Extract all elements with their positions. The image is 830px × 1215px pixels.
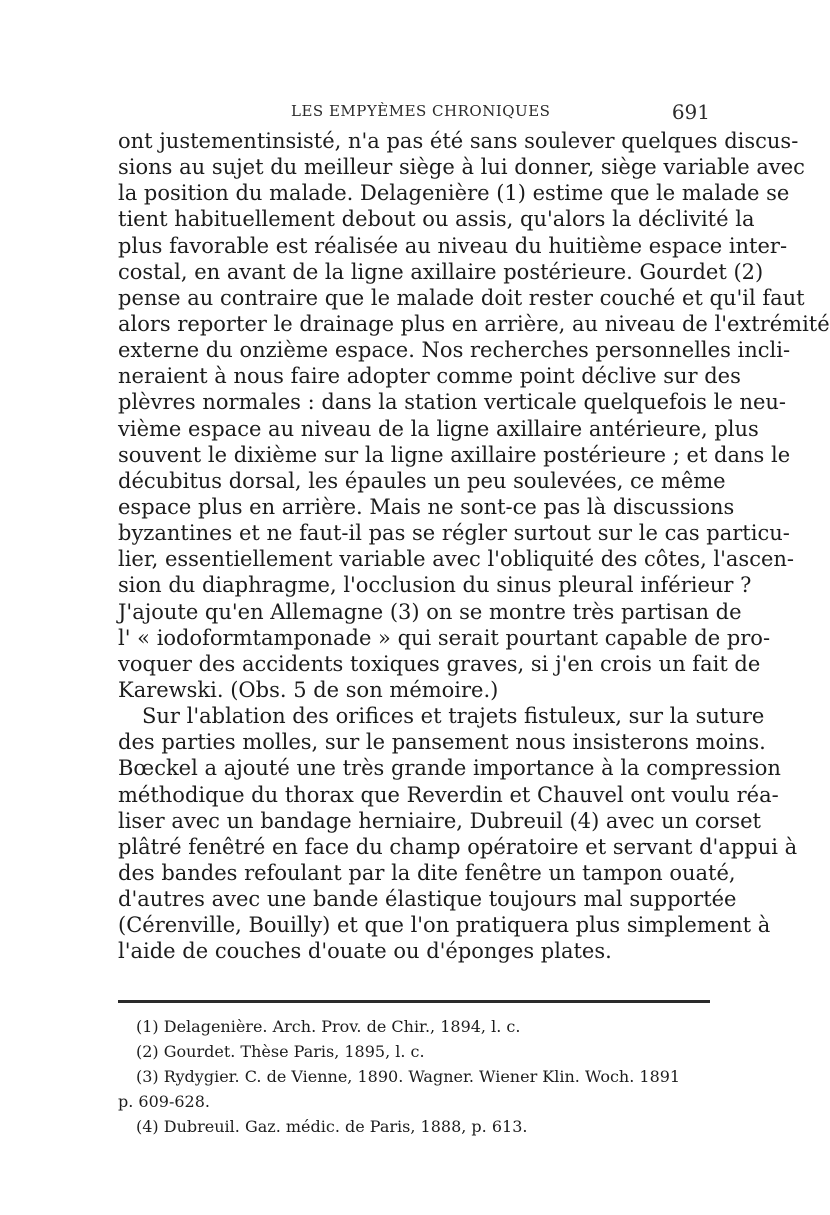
text-line: byzantines et ne faut-il pas se régler surtout sur le cas particu- [118, 521, 790, 546]
text-line: l' « iodoformtamponade » qui serait pourtant capable de pro- [118, 625, 771, 650]
text-line: ont justementinsisté, n'a pas été sans soulever quelques discus- [118, 129, 799, 153]
footnote: (1) Delagenière. Arch. Prov. de Chir., 1894, l. c. [136, 1017, 521, 1036]
text-line: neraient à nous faire adopter comme point déclive sur des [118, 364, 741, 389]
text-line: espace plus en arrière. Mais ne sont-ce pas là discussions [118, 494, 735, 519]
text-line: externe du onzième espace. Nos recherches personnelles incli- [118, 338, 791, 363]
footnote: (2) Gourdet. Thèse Paris, 1895, l. c. [136, 1042, 425, 1061]
text-line: alors reporter le drainage plus en arrière, au niveau de l'extrémité [118, 311, 830, 336]
main-text [118, 128, 830, 965]
text-line: plus favorable est réalisée au niveau du huitième espace inter- [118, 233, 788, 258]
text-line: vième espace au niveau de la ligne axillaire antérieure, plus [118, 416, 759, 441]
text-line: costal, en avant de la ligne axillaire postérieure. Gourdet (2) [118, 259, 764, 284]
text-line: lier, essentiellement variable avec l'obliquité des côtes, l'ascen- [118, 547, 795, 572]
text-line: tient habituellement debout ou assis, qu'alors la déclivité la [118, 207, 755, 232]
footnote: (3) Rydygier. C. de Vienne, 1890. Wagner. Wiener Klin. Woch. 1891 [136, 1067, 681, 1086]
text-line: d'autres avec une bande élastique toujours mal supportée [118, 887, 737, 912]
text-line: des parties molles, sur le pansement nous insisterons moins. [118, 730, 766, 755]
text-line: la position du malade. Delagenière (1) estime que le malade se [118, 181, 790, 206]
text-line: (Cérenville, Bouilly) et que l'on pratiquera plus simplement à [118, 913, 771, 938]
page-header [118, 100, 710, 126]
footnotes [118, 1014, 710, 1139]
footnote: (4) Dubreuil. Gaz. médic. de Paris, 1888, p. 613. [136, 1117, 528, 1136]
footnote-continuation: p. 609-628. [118, 1092, 210, 1111]
text-line: l'aide de couches d'ouate ou d'éponges plates. [118, 939, 612, 964]
text-line: décubitus dorsal, les épaules un peu soulevées, ce même [118, 468, 726, 493]
text-line: plâtré fenêtré en face du champ opératoire et servant d'appui à [118, 834, 798, 859]
page-number: 691 [671, 100, 710, 124]
text-line: voquer des accidents toxiques graves, si j'en crois un fait de [118, 651, 761, 676]
text-line: Sur l'ablation des orifices et trajets fistuleux, sur la suture [142, 704, 765, 729]
text-line: sion du diaphragme, l'occlusion du sinus pleural inférieur ? [118, 573, 752, 598]
text-line: pense au contraire que le malade doit rester couché et qu'il faut [118, 285, 805, 310]
text-line: plèvres normales : dans la station verticale quelquefois le neu- [118, 390, 787, 415]
text-line: J'ajoute qu'en Allemagne (3) on se montre très partisan de [118, 599, 742, 624]
running-title: LES EMPYÈMES CHRONIQUES [291, 102, 551, 120]
text-line: Karewski. (Obs. 5 de son mémoire.) [118, 677, 499, 702]
text-line: méthodique du thorax que Reverdin et Chauvel ont voulu réa- [118, 782, 779, 807]
text-line: sions au sujet du meilleur siège à lui donner, siège variable avec [118, 155, 805, 180]
text-line: liser avec un bandage herniaire, Dubreuil (4) avec un corset [118, 808, 761, 833]
text-line: des bandes refoulant par la dite fenêtre un tampon ouaté, [118, 860, 736, 885]
footnote-divider [118, 1000, 710, 1003]
text-line: Bœckel a ajouté une très grande importance à la compression [118, 756, 781, 781]
text-line: souvent le dixième sur la ligne axillaire postérieure ; et dans le [118, 442, 791, 467]
